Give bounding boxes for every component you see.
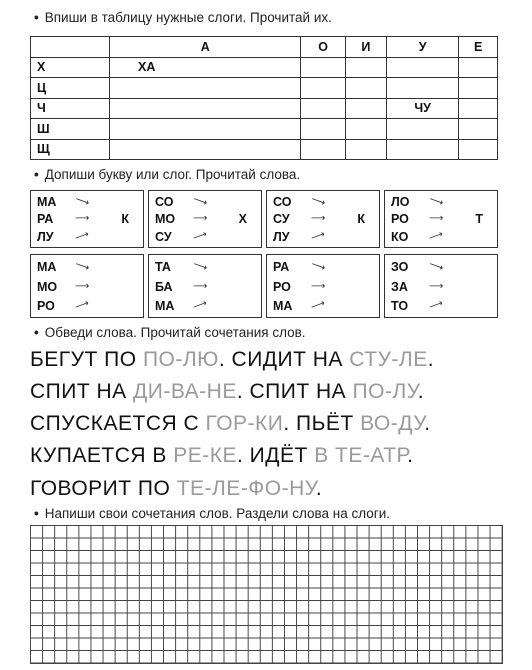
syllable-cell[interactable] bbox=[345, 98, 386, 119]
arrow-icon: ⟶ bbox=[429, 281, 444, 292]
arrow-icon: ⟶ bbox=[193, 213, 208, 224]
sentence-text: . bbox=[417, 380, 425, 403]
sentence bbox=[30, 444, 413, 468]
arrow-icon: ⟶ bbox=[309, 258, 327, 275]
consonant-label: Ч bbox=[31, 98, 110, 119]
syllable: РА bbox=[37, 212, 54, 226]
arrow-icon: ⟶ bbox=[427, 258, 445, 275]
syllable-cell[interactable] bbox=[110, 119, 301, 140]
instruction-4 bbox=[34, 506, 390, 521]
bullet: • bbox=[34, 506, 39, 521]
syllable-cell[interactable] bbox=[301, 119, 345, 140]
arrow-icon: ⟶ bbox=[191, 297, 209, 314]
syllable-cell[interactable] bbox=[459, 57, 498, 78]
bullet: • bbox=[34, 325, 39, 340]
gray-word[interactable]: ПО-ЛЮ bbox=[142, 348, 219, 371]
syllable-boxes-row-1 bbox=[30, 190, 498, 248]
ending-letter: К bbox=[121, 212, 129, 226]
instruction-text: Напиши свои сочетания слов. Раздели слова на слоги. bbox=[44, 506, 390, 521]
arrow-icon: ⟶ bbox=[427, 228, 445, 245]
syllable-cell[interactable] bbox=[459, 119, 498, 140]
syllable: ЛО bbox=[391, 195, 410, 209]
syllable: РО bbox=[391, 212, 409, 226]
gray-word[interactable]: СТУ-ЛЕ bbox=[349, 348, 428, 371]
vowel-header: А bbox=[110, 37, 301, 58]
instruction-1 bbox=[34, 10, 332, 25]
syllable-cell[interactable] bbox=[110, 139, 301, 160]
syllable: МА bbox=[273, 299, 293, 313]
vowel-header: И bbox=[345, 37, 386, 58]
sentence-text: КУПАЕТСЯ В bbox=[30, 444, 174, 467]
gray-word[interactable]: В ТЕ-АТР bbox=[314, 444, 408, 467]
syllable: ТА bbox=[155, 260, 171, 274]
sentence-text: . СПИТ НА bbox=[236, 380, 353, 403]
arrow-icon: ⟶ bbox=[73, 258, 91, 275]
instruction-text: Допиши букву или слог. Прочитай слова. bbox=[44, 167, 301, 182]
syllable-box bbox=[148, 190, 262, 248]
syllable-box bbox=[384, 190, 498, 248]
sentence bbox=[30, 348, 434, 372]
syllable: СО bbox=[273, 195, 292, 209]
syllable-box bbox=[384, 254, 498, 318]
syllable-cell[interactable] bbox=[345, 119, 386, 140]
syllable-cell[interactable] bbox=[386, 119, 458, 140]
arrow-icon: ⟶ bbox=[429, 213, 444, 224]
arrow-icon: ⟶ bbox=[73, 193, 91, 210]
syllable: РО bbox=[37, 299, 55, 313]
instruction-text: Впиши в таблицу нужные слоги. Прочитай их. bbox=[44, 10, 332, 25]
sentence-text: БЕГУТ ПО bbox=[30, 348, 143, 371]
syllable: МА bbox=[37, 260, 57, 274]
sentence bbox=[30, 380, 424, 404]
syllable-cell[interactable] bbox=[301, 78, 345, 99]
syllable: СУ bbox=[155, 230, 172, 244]
syllable-boxes-row-2 bbox=[30, 254, 498, 318]
arrow-icon: ⟶ bbox=[311, 213, 326, 224]
arrow-icon: ⟶ bbox=[73, 228, 91, 245]
syllable-cell[interactable] bbox=[301, 98, 345, 119]
syllable: РО bbox=[273, 280, 291, 294]
syllable-cell[interactable] bbox=[459, 78, 498, 99]
syllable-cell[interactable] bbox=[386, 139, 458, 160]
instruction-text: Обведи слова. Прочитай сочетания слов. bbox=[44, 325, 306, 340]
syllable: МО bbox=[155, 212, 176, 226]
syllable: ЛУ bbox=[273, 230, 290, 244]
sentence-text: . bbox=[427, 348, 435, 371]
arrow-icon: ⟶ bbox=[309, 297, 327, 314]
instruction-3 bbox=[34, 325, 306, 340]
table-row bbox=[31, 57, 498, 78]
arrow-icon: ⟶ bbox=[191, 228, 209, 245]
syllable-cell[interactable] bbox=[386, 57, 458, 78]
syllable-cell[interactable] bbox=[459, 98, 498, 119]
syllable: МА bbox=[37, 195, 57, 209]
table-row bbox=[31, 139, 498, 160]
bullet: • bbox=[34, 167, 39, 182]
arrow-icon: ⟶ bbox=[427, 193, 445, 210]
syllable-table bbox=[30, 36, 498, 160]
syllable: МА bbox=[155, 299, 175, 313]
syllable-box bbox=[30, 254, 144, 318]
gray-word[interactable]: ДИ-ВА-НЕ bbox=[133, 380, 237, 403]
sentence-text: ГОВОРИТ ПО bbox=[30, 477, 177, 500]
syllable-cell[interactable] bbox=[110, 78, 301, 99]
syllable-cell[interactable] bbox=[386, 78, 458, 99]
arrow-icon: ⟶ bbox=[427, 297, 445, 314]
sentence bbox=[30, 412, 431, 436]
sentence-text: . СИДИТ НА bbox=[218, 348, 350, 371]
arrow-icon: ⟶ bbox=[309, 193, 327, 210]
syllable-box bbox=[266, 254, 380, 318]
syllable: ЛУ bbox=[37, 230, 54, 244]
sentence-text: . bbox=[315, 477, 323, 500]
arrow-icon: ⟶ bbox=[309, 228, 327, 245]
syllable-cell[interactable]: ХА bbox=[110, 57, 301, 78]
syllable: РА bbox=[273, 260, 290, 274]
syllable: ТО bbox=[391, 299, 409, 313]
syllable-cell[interactable] bbox=[345, 57, 386, 78]
instruction-2 bbox=[34, 167, 300, 182]
syllable-cell[interactable] bbox=[459, 139, 498, 160]
vowel-header: О bbox=[301, 37, 345, 58]
arrow-icon: ⟶ bbox=[191, 193, 209, 210]
table-row bbox=[31, 98, 498, 119]
sentence-text: . bbox=[407, 444, 414, 467]
syllable-box bbox=[266, 190, 380, 248]
table-corner bbox=[31, 37, 110, 58]
writing-grid[interactable] bbox=[30, 525, 503, 664]
vowel-header: Е bbox=[459, 37, 498, 58]
syllable-cell[interactable]: ЧУ bbox=[386, 98, 458, 119]
arrow-icon: ⟶ bbox=[311, 281, 326, 292]
sentence-text: . ИДЁТ bbox=[237, 444, 315, 467]
consonant-label: Ц bbox=[31, 78, 110, 99]
arrow-icon: ⟶ bbox=[193, 281, 208, 292]
sentence-text: СПУСКАЕТСЯ С bbox=[30, 412, 206, 435]
table-row bbox=[31, 119, 498, 140]
ending-letter: Х bbox=[238, 212, 247, 226]
arrow-icon: ⟶ bbox=[191, 258, 209, 275]
gray-word[interactable]: РЕ-КЕ bbox=[173, 444, 238, 467]
arrow-icon: ⟶ bbox=[75, 281, 90, 292]
sentence bbox=[30, 477, 322, 501]
gray-word[interactable]: ПО-ЛУ bbox=[352, 380, 418, 403]
gray-word[interactable]: ВО-ДУ bbox=[360, 412, 425, 435]
sentence-text: . ПЬЁТ bbox=[283, 412, 361, 435]
table-row bbox=[31, 78, 498, 99]
syllable-box bbox=[30, 190, 144, 248]
bullet: • bbox=[34, 10, 39, 25]
syllable-cell[interactable] bbox=[345, 139, 386, 160]
syllable-cell[interactable] bbox=[110, 98, 301, 119]
syllable: МО bbox=[37, 280, 58, 294]
syllable-box bbox=[148, 254, 262, 318]
arrow-icon: ⟶ bbox=[73, 297, 91, 314]
syllable: СУ bbox=[273, 212, 290, 226]
syllable-cell[interactable] bbox=[345, 78, 386, 99]
consonant-label: Щ bbox=[31, 139, 110, 160]
consonant-label: Ш bbox=[31, 119, 110, 140]
syllable: КО bbox=[391, 230, 409, 244]
syllable: ЗО bbox=[391, 260, 409, 274]
syllable-cell[interactable] bbox=[301, 139, 345, 160]
syllable: СО bbox=[155, 195, 174, 209]
vowel-header: У bbox=[386, 37, 458, 58]
consonant-label: Х bbox=[31, 57, 110, 78]
gray-word[interactable]: ГОР-КИ bbox=[205, 412, 284, 435]
sentence-text: СПИТ НА bbox=[30, 380, 134, 403]
arrow-icon: ⟶ bbox=[75, 213, 90, 224]
ending-letter: Т bbox=[475, 212, 483, 226]
gray-word[interactable]: ТЕ-ЛЕ-ФО-НУ bbox=[176, 477, 316, 500]
ending-letter: К bbox=[357, 212, 365, 226]
syllable: БА bbox=[155, 280, 173, 294]
syllable: ЗА bbox=[391, 280, 408, 294]
sentence-text: . bbox=[424, 412, 431, 435]
syllable-cell[interactable] bbox=[301, 57, 345, 78]
